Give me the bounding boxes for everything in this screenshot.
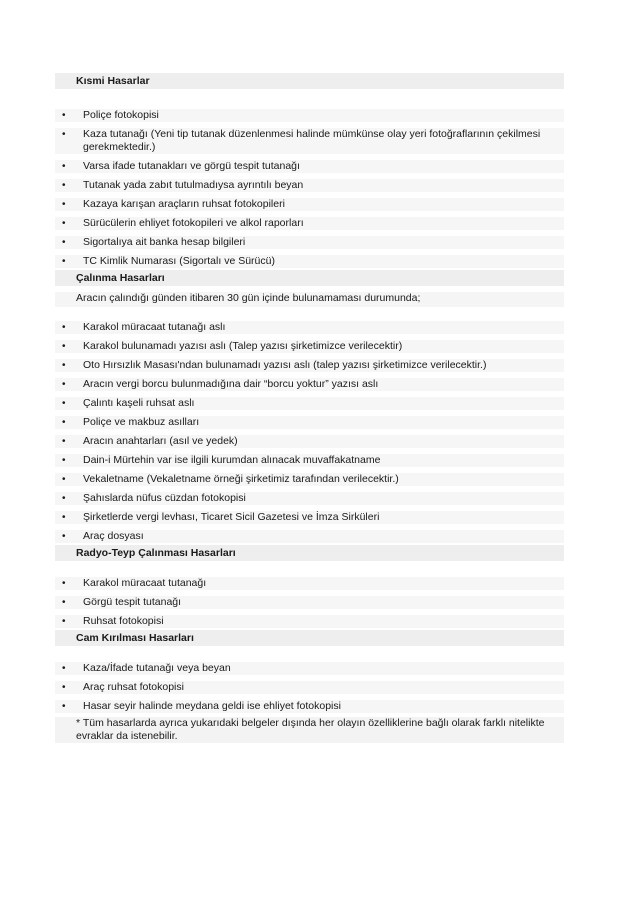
bullet-icon: • xyxy=(62,616,66,627)
bullet-icon: • xyxy=(62,360,66,371)
section-heading-radyo: Radyo-Teyp Çalınması Hasarları xyxy=(55,545,564,561)
bullet-icon: • xyxy=(62,455,66,466)
footnote: * Tüm hasarlarda ayrıca yukarıdaki belgeler dışında her olayın özelliklerine bağlı olarak farklı nitelikte evraklar da istenebilir. xyxy=(55,717,564,743)
list-cam xyxy=(55,662,564,713)
bullet-icon: • xyxy=(62,129,66,140)
document-page xyxy=(55,73,564,743)
list-item: • Vekaletname (Vekaletname örneği şirketimiz tarafından verilecektir.) xyxy=(55,473,564,486)
list-item: • Oto Hırsızlık Masası'ndan bulunamadı yazısı aslı (talep yazısı şirketimizce verilecektir.) xyxy=(55,359,564,372)
list-item: • Araç dosyası xyxy=(55,530,564,543)
bullet-icon: • xyxy=(62,180,66,191)
list-item: • TC Kimlik Numarası (Sigortalı ve Sürücü) xyxy=(55,255,564,268)
section-heading-kismi: Kısmi Hasarlar xyxy=(55,73,564,89)
bullet-icon: • xyxy=(62,597,66,608)
list-item: • Hasar seyir halinde meydana geldi ise ehliyet fotokopisi xyxy=(55,700,564,713)
section-intro-calinma: Aracın çalındığı günden itibaren 30 gün içinde bulunamaması durumunda; xyxy=(55,292,564,307)
list-item: • Araç ruhsat fotokopisi xyxy=(55,681,564,694)
list-item: • Karakol bulunamadı yazısı aslı (Talep yazısı şirketimizce verilecektir) xyxy=(55,340,564,353)
list-calinma xyxy=(55,321,564,543)
list-item: • Poliçe ve makbuz asılları xyxy=(55,416,564,429)
bullet-icon: • xyxy=(62,512,66,523)
list-item: • Kaza tutanağı (Yeni tip tutanak düzenlenmesi halinde mümkünse olay yeri fotoğraflarının çekilmesi gerekmektedir.) xyxy=(55,128,564,154)
bullet-icon: • xyxy=(62,237,66,248)
list-item: • Karakol müracaat tutanağı aslı xyxy=(55,321,564,334)
list-kismi xyxy=(55,109,564,268)
bullet-icon: • xyxy=(62,417,66,428)
section-heading-cam: Cam Kırılması Hasarları xyxy=(55,630,564,646)
list-item: • Çalıntı kaşeli ruhsat aslı xyxy=(55,397,564,410)
bullet-icon: • xyxy=(62,474,66,485)
bullet-icon: • xyxy=(62,218,66,229)
list-item: • Sürücülerin ehliyet fotokopileri ve alkol raporları xyxy=(55,217,564,230)
list-item: • Şirketlerde vergi levhası, Ticaret Sicil Gazetesi ve İmza Sirküleri xyxy=(55,511,564,524)
list-item: • Sigortalıya ait banka hesap bilgileri xyxy=(55,236,564,249)
bullet-icon: • xyxy=(62,199,66,210)
list-item: • Ruhsat fotokopisi xyxy=(55,615,564,628)
list-item: • Kazaya karışan araçların ruhsat fotokopileri xyxy=(55,198,564,211)
list-item: • Aracın anahtarları (asıl ve yedek) xyxy=(55,435,564,448)
list-item: • Kaza/İfade tutanağı veya beyan xyxy=(55,662,564,675)
bullet-icon: • xyxy=(62,663,66,674)
list-item: • Dain-i Mürtehin var ise ilgili kurumdan alınacak muvaffakatname xyxy=(55,454,564,467)
list-item: • Poliçe fotokopisi xyxy=(55,109,564,122)
bullet-icon: • xyxy=(62,398,66,409)
list-item: • Şahıslarda nüfus cüzdan fotokopisi xyxy=(55,492,564,505)
section-heading-calinma: Çalınma Hasarları xyxy=(55,270,564,286)
bullet-icon: • xyxy=(62,436,66,447)
list-item: • Tutanak yada zabıt tutulmadıysa ayrıntılı beyan xyxy=(55,179,564,192)
list-radyo xyxy=(55,577,564,628)
list-item: • Karakol müracaat tutanağı xyxy=(55,577,564,590)
bullet-icon: • xyxy=(62,578,66,589)
bullet-icon: • xyxy=(62,161,66,172)
bullet-icon: • xyxy=(62,531,66,542)
list-item: • Aracın vergi borcu bulunmadığına dair “borcu yoktur” yazısı aslı xyxy=(55,378,564,391)
bullet-icon: • xyxy=(62,322,66,333)
bullet-icon: • xyxy=(62,682,66,693)
bullet-icon: • xyxy=(62,701,66,712)
bullet-icon: • xyxy=(62,493,66,504)
bullet-icon: • xyxy=(62,341,66,352)
list-item: • Varsa ifade tutanakları ve görgü tespit tutanağı xyxy=(55,160,564,173)
list-item: • Görgü tespit tutanağı xyxy=(55,596,564,609)
bullet-icon: • xyxy=(62,256,66,267)
bullet-icon: • xyxy=(62,379,66,390)
bullet-icon: • xyxy=(62,110,66,121)
